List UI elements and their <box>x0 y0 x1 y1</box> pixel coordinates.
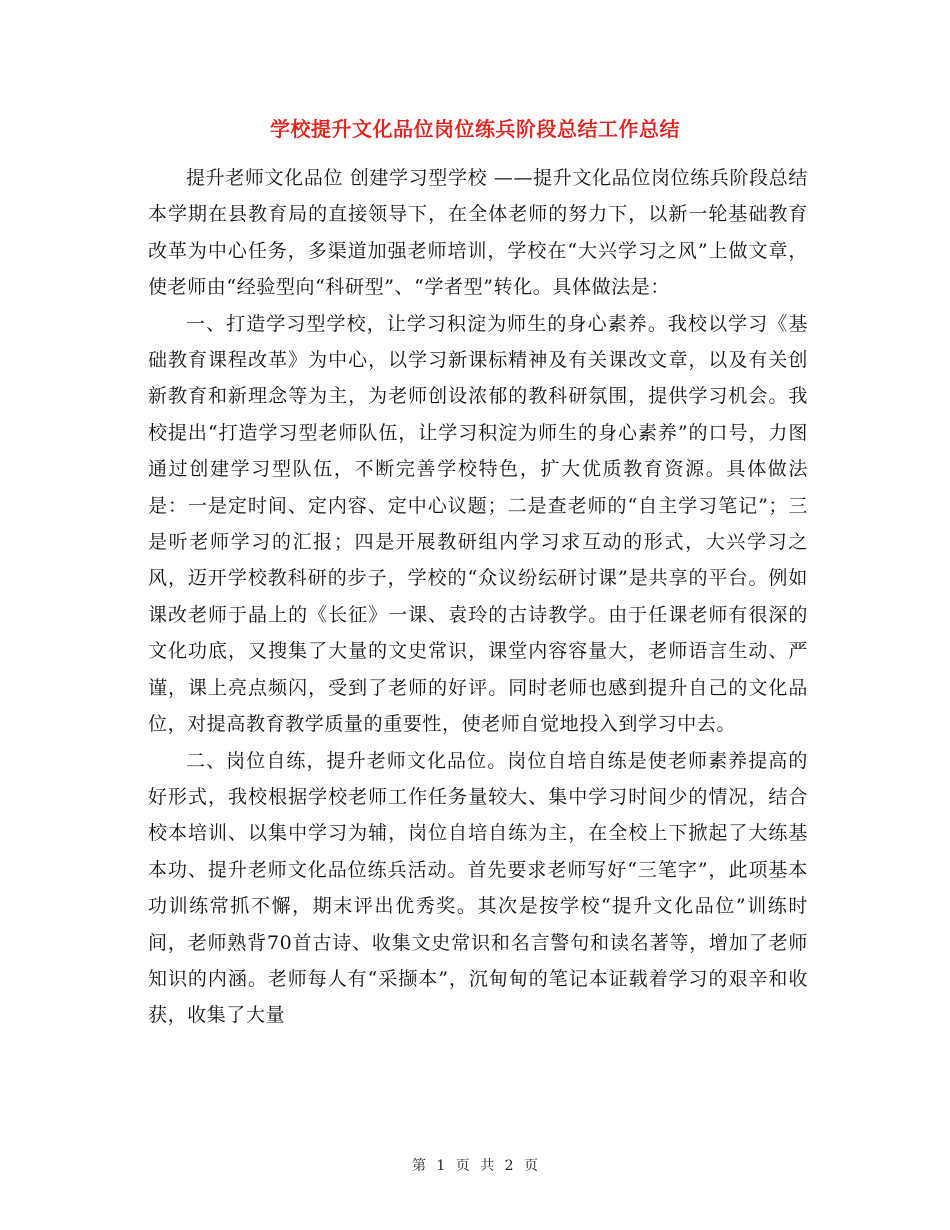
page-number-footer <box>0 1155 950 1175</box>
footer-label-unit: 页 <box>455 1158 470 1174</box>
document-body <box>148 160 808 1034</box>
document-title: 学校提升文化品位岗位练兵阶段总结工作总结 <box>270 117 680 141</box>
paragraph-section-one: 一、打造学习型学校，让学习积淀为师生的身心素养。我校以学习《基础教育课程改革》为中心，以学习新课标精神及有关课改文章，以及有关创新教育和新理念等为主，为老师创设浓郁的教科研氛围，提供学习机会。我校提出“打造学习型老师队伍，让学习积淀为师生的身心素养”的口号，力图通过创建学习型队伍，不断完善学校特色，扩大优质教育资源。具体做法是：一是定时间、定内容、定中心议题；二是查老师的“自主学习笔记”；三是听老师学习的汇报；四是开展教研组内学习求互动的形式，大兴学习之风，迈开学校教科研的步子，学校的“众议纷纭研讨课”是共享的平台。例如课改老师于晶上的《长征》一课、袁玲的古诗教学。由于任课老师有很深的文化功底，又搜集了大量的文史常识，课堂内容容量大，老师语言生动、严谨，课上亮点频闪，受到了老师的好评。同时老师也感到提升自己的文化品位，对提高教育教学质量的重要性，使老师自觉地投入到学习中去。 <box>148 312 808 736</box>
footer-label-total: 共 <box>480 1158 495 1174</box>
footer-total-pages: 2 <box>504 1158 514 1174</box>
paragraph-intro: 提升老师文化品位 创建学习型学校 ——提升文化品位岗位练兵阶段总结本学期在县教育局的直接领导下，在全体老师的努力下，以新一轮基础教育改革为中心任务，多渠道加强老师培训，学校在“大兴学习之风”上做文章，使老师由“经验型向“科研型”、“学者型”转化。具体做法是： <box>148 167 808 299</box>
footer-label-unit2: 页 <box>524 1158 539 1174</box>
footer-label-page: 第 <box>411 1158 426 1174</box>
paragraph-section-two: 二、岗位自练，提升老师文化品位。岗位自培自练是使老师素养提高的好形式，我校根据学校老师工作任务量较大、集中学习时间少的情况，结合校本培训、以集中学习为辅，岗位自培自练为主，在全校上下掀起了大练基本功、提升老师文化品位练兵活动。首先要求老师写好“三笔字”，此项基本功训练常抓不懈，期末评出优秀奖。其次是按学校“提升文化品位”训练时间，老师熟背70首古诗、收集文史常识和名言警句和读名著等，增加了老师知识的内涵。老师每人有“采撷本”，沉甸甸的笔记本证载着学习的艰辛和收获，收集了大量 <box>148 749 808 1027</box>
footer-current-page: 1 <box>436 1158 446 1174</box>
